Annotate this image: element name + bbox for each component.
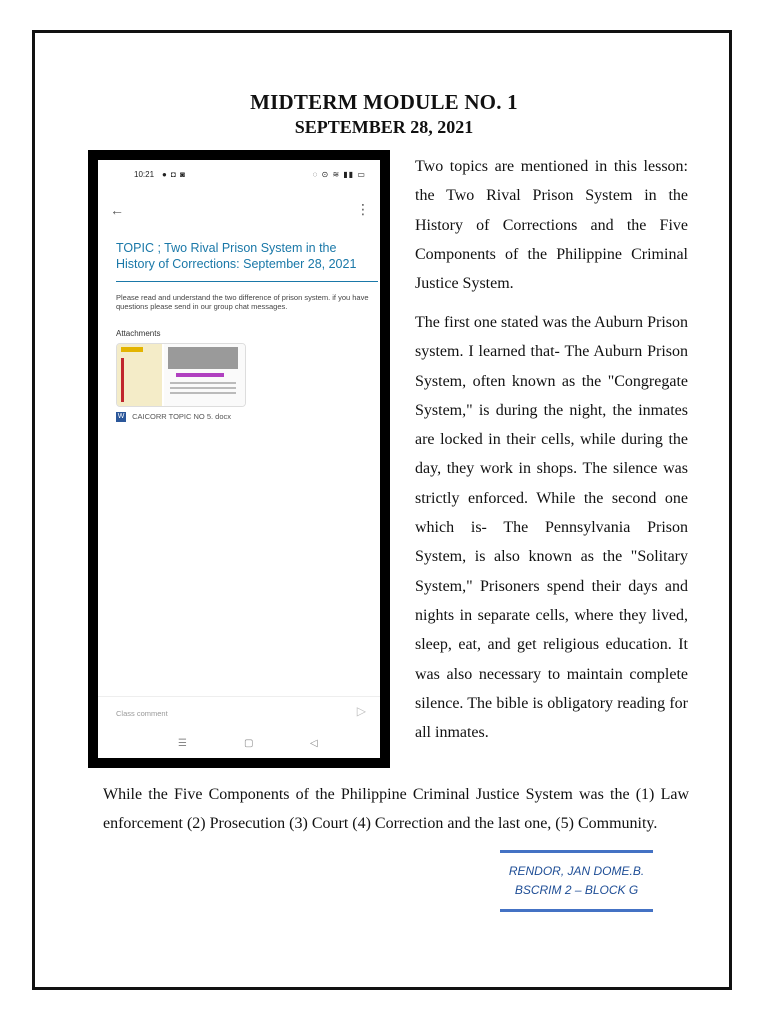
document-title: MIDTERM MODULE NO. 1 — [250, 90, 518, 114]
thumbnail-tag — [121, 347, 143, 352]
paragraph-prison-systems: The first one stated was the Auburn Prison system. I learned that- The Auburn Prison System, often known as the "Congregate System," is during the night, the inmates are locked in their cells, while during the day, they work in shops. The silence was strictly enforced. While the second one which is- The Pennsylvania Prison System, is also known as the "Solitary System," Prisoners spend their days and nights in separate cells, where they lived, sleep, eat, and get religious education. It was also necessary to maintain complete silence. The bible is obligatory reading for all inmates. — [415, 314, 688, 742]
attachment-file[interactable] — [116, 412, 231, 422]
attachment-thumbnail[interactable] — [116, 343, 246, 407]
instructions-text: Please read and understand the two difference of prison system. if you have questions please send in our group chat messages. — [116, 293, 369, 311]
author-name: RENDOR, JAN DOME.B. — [508, 864, 645, 878]
attachments-label: Attachments — [116, 329, 161, 338]
topic-title: TOPIC ; Two Rival Prison System in the History of Corrections: September 28, 2021 — [116, 241, 357, 271]
author-section: BSCRIM 2 – BLOCK G — [514, 883, 639, 897]
system-nav-bar — [98, 738, 380, 752]
word-doc-icon: W — [117, 413, 125, 421]
thumbnail-text-line — [170, 392, 236, 394]
class-comment-input[interactable]: Class comment — [116, 709, 168, 718]
topic-divider — [116, 281, 378, 282]
thumbnail-highlight — [176, 373, 224, 377]
app-bar — [98, 202, 380, 222]
thumbnail-bar — [121, 358, 124, 402]
thumbnail-text-line — [170, 387, 236, 389]
thumbnail-page-left — [117, 344, 162, 406]
home-icon[interactable]: ▢ — [244, 738, 254, 749]
nav-back-icon[interactable]: ◁ — [310, 738, 318, 749]
send-icon[interactable]: ▷ — [356, 704, 366, 718]
author-rule-top — [500, 850, 653, 853]
notification-icons: ● ◘ ◙ — [162, 170, 186, 179]
paragraph-intro: Two topics are mentioned in this lesson: the Two Rival Prison System in the History of Corrections and the Five Components of the Philippine Criminal Justice System. — [415, 158, 688, 293]
signal-battery-icons: ◌ ⊙ ≋ ▮▮ ▭ — [312, 170, 366, 179]
thumbnail-page-right — [164, 344, 245, 406]
author-rule-bottom — [500, 909, 653, 912]
document-date: SEPTEMBER 28, 2021 — [294, 117, 474, 137]
status-bar — [98, 170, 380, 184]
thumbnail-text-line — [170, 382, 236, 384]
menu-icon[interactable]: ☰ — [178, 738, 187, 749]
status-time: 10:21 — [134, 170, 155, 179]
comment-divider — [98, 696, 380, 697]
paragraph-components: While the Five Components of the Philippine Criminal Justice System was the (1) Law enforcement (2) Prosecution (3) Court (4) Correction and the last one, (5) Community. — [103, 786, 689, 833]
phone-screen — [98, 160, 380, 758]
more-options-icon[interactable]: ⋮ — [356, 201, 370, 217]
author-block — [500, 850, 653, 913]
attachment-file-name: CAICORR TOPIC NO 5. docx — [132, 412, 232, 421]
thumbnail-photo — [168, 347, 238, 369]
phone-screenshot — [88, 150, 390, 768]
back-arrow-icon[interactable]: ← — [110, 202, 124, 218]
